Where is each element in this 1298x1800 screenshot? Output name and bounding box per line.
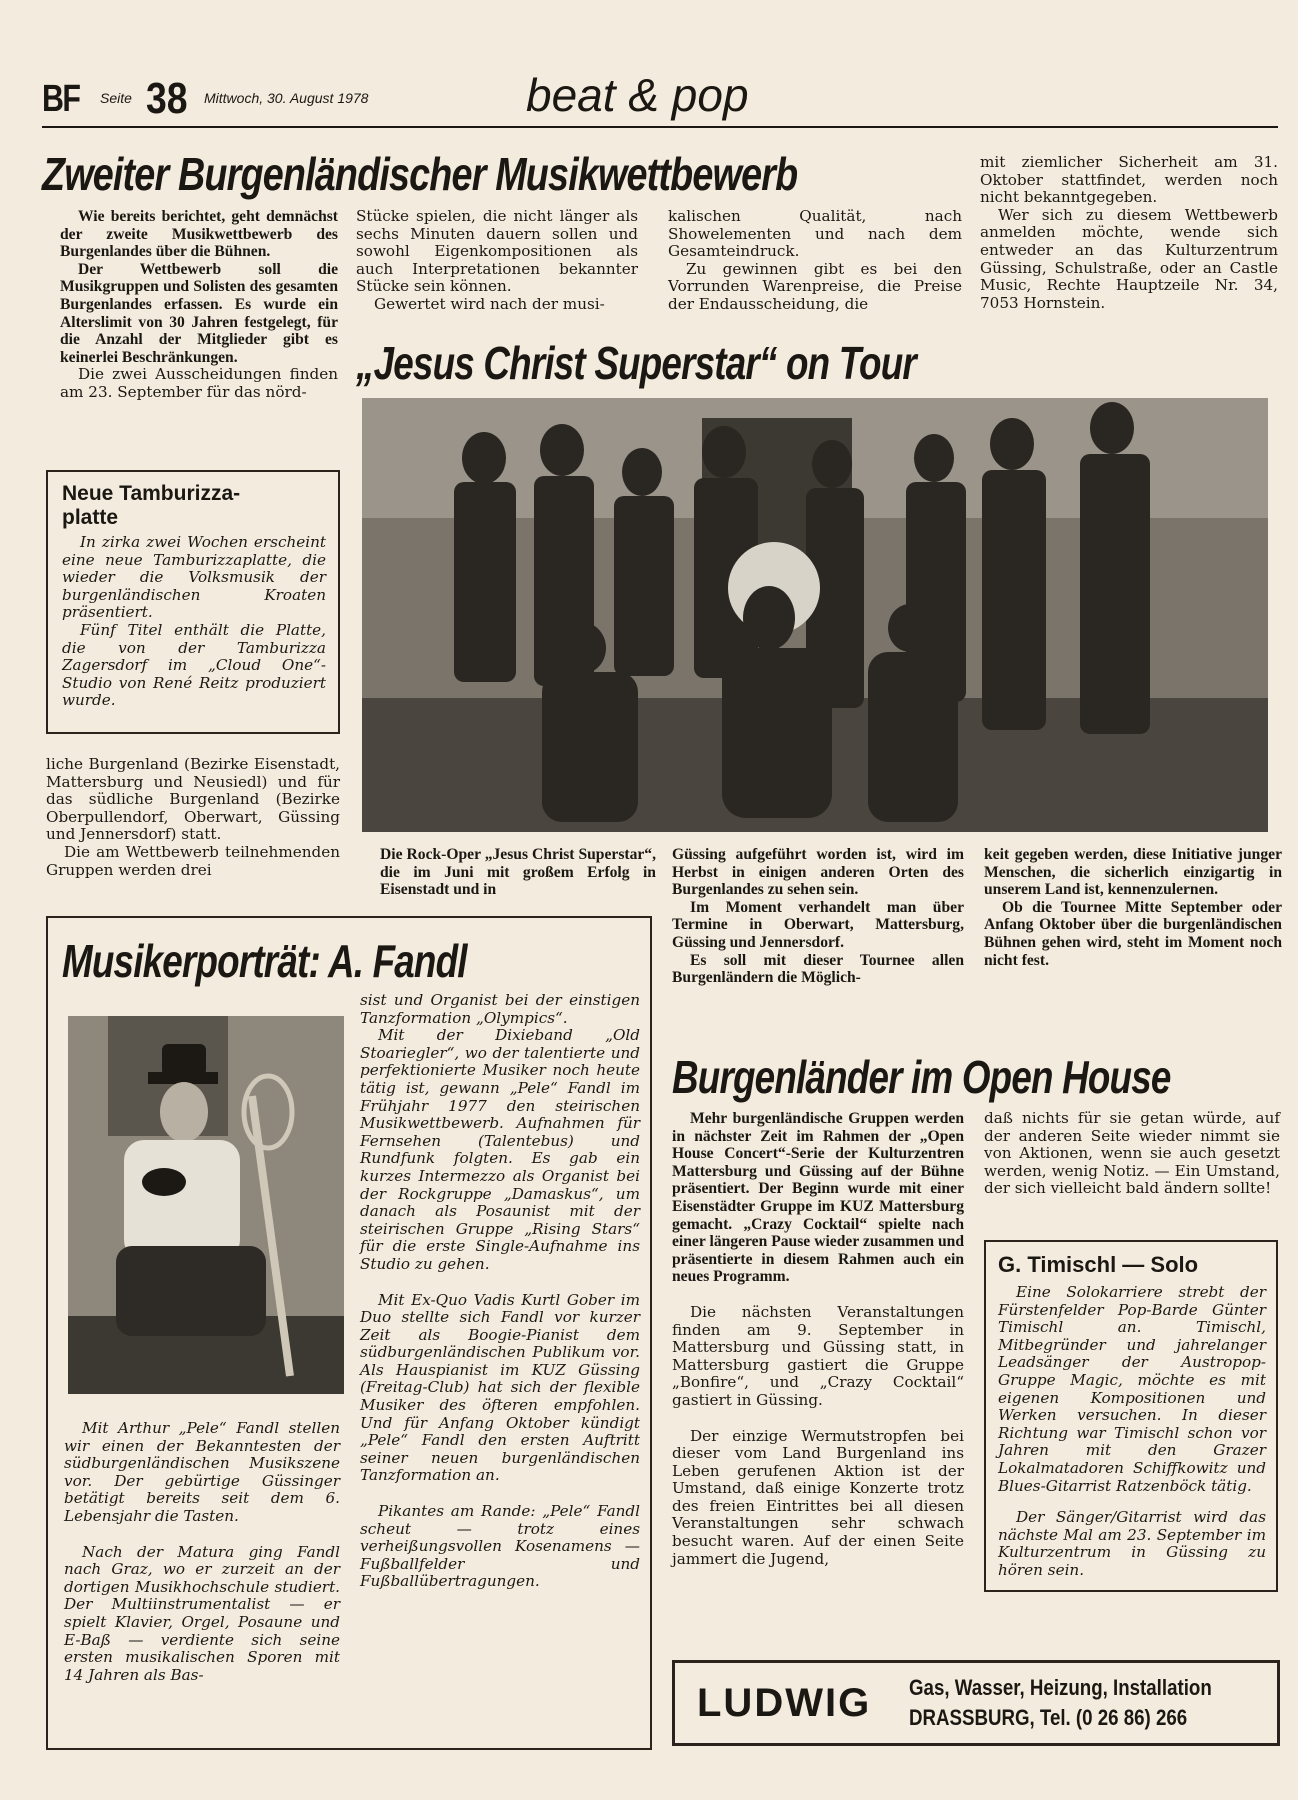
- fandl-right-col: [360, 992, 640, 1591]
- article1-col3-p2: Zu gewinnen gibt es bei den Vorrunden Warenpreise, die Preise der Endausscheidung, die: [668, 259, 962, 313]
- article1-col1-continued: [46, 756, 340, 879]
- tamburizza-box: [46, 470, 340, 734]
- ludwig-line2: DRASSBURG, Tel. (0 26 86) 266: [909, 1705, 1188, 1730]
- timischl-p2: Der Sänger/Gitarrist wird das nächste Mal am 23. September im Kulturzentrum in Güssing zu hören sein.: [998, 1508, 1266, 1579]
- jesus-col3-p2: Ob die Tournee Mitte September oder Anfang Oktober über die burgenländischen Bühnen gehen wird, steht im Moment noch nicht fest.: [984, 898, 1282, 969]
- header-rule: [42, 126, 1278, 128]
- jesus-col1: [380, 846, 656, 899]
- logo: BF: [42, 78, 80, 120]
- article1-col2: [356, 208, 638, 314]
- article1-col4: [980, 154, 1278, 312]
- openhouse-col2: [984, 1110, 1280, 1198]
- fandl-right-p4: Pikantes am Rande: „Pele“ Fandl scheut — trotz eines verheißungsvollen Kosenamens — Fußballfelder und Fußballübertragungen.: [360, 1502, 640, 1591]
- ludwig-ad: [672, 1660, 1280, 1746]
- openhouse-col1: [672, 1110, 964, 1568]
- tamburizza-p1: In zirka zwei Wochen erscheint eine neue Tamburizzaplatte, die wieder die Volksmusik der burgenländischen Kroaten präsentiert.: [62, 533, 326, 622]
- band-photo-image: [362, 398, 1268, 832]
- headline-musikwettbewerb: Zweiter Burgenländischer Musikwettbewerb: [42, 148, 798, 200]
- jesus-col2: [672, 846, 964, 987]
- seite-label: Seite: [100, 90, 132, 106]
- issue-date: Mittwoch, 30. August 1978: [204, 90, 369, 106]
- openhouse-col2-text: daß nichts für sie getan würde, auf der anderen Seite wieder nimmt sie von Aktionen, wenn sie auch gesetzt werden, wenig Notiz. — Ein Umstand, der sich vielleicht bald ändern sollte!: [984, 1109, 1280, 1198]
- article1-cont: liche Burgenland (Bezirke Eisenstadt, Mattersburg und Neusiedl) und für das südliche Burgenland (Bezirke Oberpullendorf, Oberwart, Güssing und Jennersdorf) statt.: [46, 755, 340, 844]
- article1-col2-text: Stücke spielen, die nicht länger als sechs Minuten dauern sollen und sowohl Eigenkompositionen als auch Interpretationen bekannter Stücke sein können.: [356, 207, 638, 296]
- article1-cont2: Die am Wettbewerb teilnehmenden Gruppen werden drei: [46, 842, 340, 879]
- fandl-photo: [68, 1016, 344, 1394]
- jesus-col1-text: Die Rock-Oper „Jesus Christ Superstar“, die im Juni mit großem Erfolg in Eisenstadt und in: [380, 846, 656, 899]
- openhouse-lead: Mehr burgenländische Gruppen werden in nächster Zeit im Rahmen der „Open House Concert“-Serie der Kulturzentren Mattersburg und Güssing auf der Bühne präsentiert. Der Beginn wurde mit einer Eisenstädter Gruppe im KUZ Mattersburg gemacht. „Crazy Cocktail“ spielte nach einer längeren Pause wieder zusammen und präsentierte in diesem Rahmen auch ein neues Programm.: [672, 1110, 964, 1286]
- article1-col4-p2: Wer sich zu diesem Wettbewerb anmelden möchte, wende sich entweder an das Kulturzentrum Güssing, Schulstraße, oder an Castle Music, Rechte Hauptzeile Nr. 34, 7053 Hornstein.: [980, 205, 1278, 312]
- fandl-right-p1: sist und Organist bei der einstigen Tanzformation „Olympics“.: [360, 991, 640, 1027]
- jesus-col3: [984, 846, 1282, 969]
- jesus-col2-text: Güssing aufgeführt worden ist, wird im Herbst in einigen anderen Orten des Burgenlandes zu sehen sein.: [672, 846, 964, 899]
- openhouse-p3: Der einzige Wermutstropfen bei dieser vom Land Burgenland ins Leben gerufenen Aktion ist der Umstand, daß einige Konzerte trotz des freien Eintrittes bei all diesen Veranstaltungen sehr schwach besucht waren. Auf der einen Seite jammert die Jugend,: [672, 1426, 964, 1568]
- timischl-title: G. Timischl — Solo: [998, 1252, 1199, 1277]
- fandl-left-p2: Nach der Matura ging Fandl nach Graz, wo er zurzeit an der dortigen Musikhochschule studiert. Der Multiinstrumentalist — er spielt Klavier, Orgel, Posaune und E-Baß — verdiente sich seine ersten musikalischen Sporen mit 14 Jahren als Bas-: [64, 1542, 340, 1684]
- fandl-right-p2: Mit der Dixieband „Old Stoariegler“, wo der talentierte und perfektionierte Musiker noch heute tätig ist, gewann „Pele“ Fandl im Frühjahr 1977 den steirischen Musikwettbewerb. Aufnahmen für Fernsehen (Talentebus) und Rundfunk folgten. Es gab ein kurzes Intermezzo als Organist bei der Rockgruppe „Damaskus“, um danach als Posaunist mit der steirischen Gruppe „Rising Stars“ für die erste Single-Aufnahme ins Studio zu gehen.: [360, 1026, 640, 1273]
- article1-lead: Wie bereits berichtet, geht demnächst der zweite Musikwettbewerb des Burgenlandes über die Bühnen.: [60, 208, 338, 261]
- jesus-col3-text: keit gegeben werden, diese Initiative junger Menschen, die sicherlich einzigartig in unserem Land ist, kennenzulernen.: [984, 846, 1282, 899]
- timischl-p1: Eine Solokarriere strebt der Fürstenfelder Pop-Barde Günter Timischl an. Timischl, Mitbegründer und jahrelanger Leadsänger der Austropop-Gruppe Magic, möchte es mit eigenen Kompositionen und Werken versuchen. In dieser Richtung war Timischl schon vor Jahren mit den Grazer Lokalmatadoren Schiffkowitz und Blues-Gitarrist Ratzenböck tätig.: [998, 1283, 1266, 1495]
- article1-lead2: Der Wettbewerb soll die Musikgruppen und Solisten des gesamten Burgenlandes erfassen. Es wurde ein Alterslimit von 30 Jahren festgelegt, für die Anzahl der Mitglieder gibt es keinerlei Beschränkungen.: [60, 260, 338, 366]
- headline-open-house: Burgenländer im Open House: [672, 1051, 1171, 1103]
- jesus-col2-p3: Es soll mit dieser Tournee allen Burgenländern die Möglich-: [672, 951, 964, 987]
- fandl-right-p3: Mit Ex-Quo Vadis Kurtl Gober im Duo stellte sich Fandl vor kurzer Zeit als Boogie-Pianist dem südburgenländischen Publikum vor. Als Hauspianist im KUZ Güssing (Freitag-Club) hat sich der flexible Musiker des öfteren empfohlen. Und für Anfang Oktober kündigt „Pele“ Fandl den ersten Auftritt seiner neuen burgenländischen Tanzformation an.: [360, 1290, 640, 1485]
- article1-col1: [60, 208, 338, 402]
- tamburizza-p2: Fünf Titel enthält die Platte, die von der Tamburizza Zagersdorf im „Cloud One“-Studio von René Reitz produziert wurde.: [62, 620, 326, 710]
- article1-col2-p2: Gewertet wird nach der musi-: [374, 294, 605, 313]
- timischl-box: [984, 1240, 1278, 1592]
- article1-col3: [668, 208, 962, 314]
- jesus-col2-p2: Im Moment verhandelt man über Termine in Oberwart, Mattersburg, Güssing und Jennersdorf.: [672, 898, 964, 951]
- openhouse-p2: Die nächsten Veranstaltungen finden am 9. September in Mattersburg und Güssing statt, in Mattersburg gastiert die Gruppe „Bonfire“, und „Crazy Cocktail“ gastiert in Güssing.: [672, 1302, 964, 1409]
- article1-para: Die zwei Ausscheidungen finden am 23. September für das nörd-: [60, 365, 338, 401]
- fandl-left-p1: Mit Arthur „Pele“ Fandl stellen wir einen der Bekanntesten der südburgenländischen Musikszene vor. Der gebürtige Güssinger betätigt bereits seit dem 6. Lebensjahr die Tasten.: [64, 1419, 340, 1525]
- headline-fandl: Musikerporträt: A. Fandl: [62, 935, 467, 987]
- article1-col3-text: kalischen Qualität, nach Showelementen und nach dem Gesamteindruck.: [668, 207, 962, 261]
- fandl-left-col: [64, 1420, 340, 1684]
- page-header: [42, 69, 1278, 126]
- article1-col4-text: mit ziemlicher Sicherheit am 31. Oktober stattfindet, werden noch nicht bekanntgegeben.: [980, 153, 1278, 207]
- ludwig-brand: LUDWIG: [697, 1681, 872, 1725]
- ludwig-line1: Gas, Wasser, Heizung, Installation: [909, 1675, 1212, 1700]
- page-number: 38: [146, 74, 188, 123]
- band-photo: [362, 398, 1268, 832]
- tamburizza-title: Neue Tamburizza-platte: [62, 482, 241, 529]
- headline-jesus-christ: „Jesus Christ Superstar“ on Tour: [356, 337, 916, 389]
- fandl-photo-image: [68, 1016, 344, 1394]
- section-title: beat & pop: [526, 69, 749, 121]
